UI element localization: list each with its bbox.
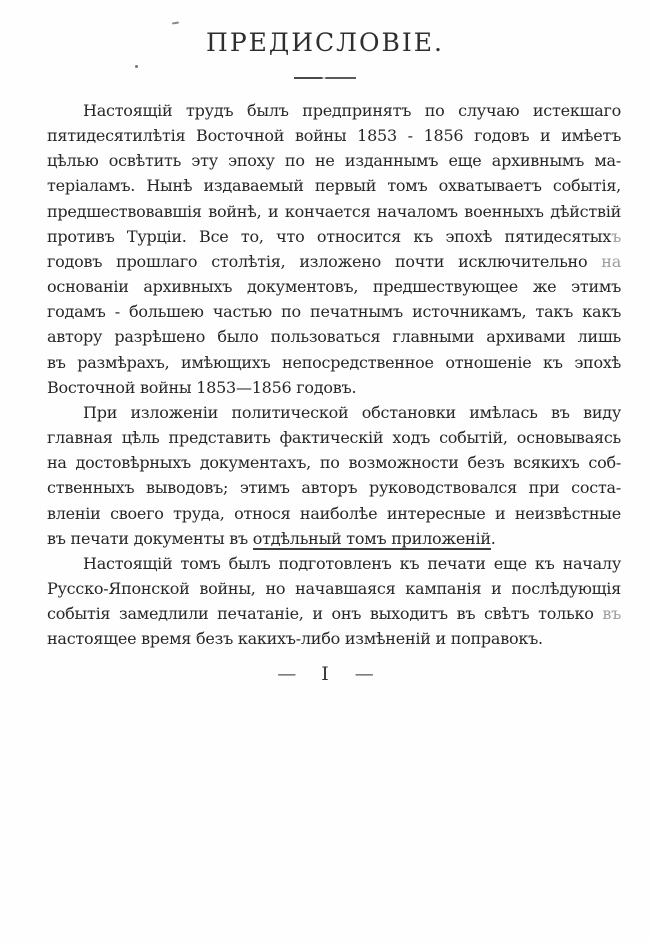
text-segment: автору разрѣшено было пользоваться главными архивами лишь [47, 327, 621, 347]
text-line [47, 148, 621, 173]
text-segment: цѣлью освѣтить эту эпоху по не изданнымъ еще архивнымъ ма- [47, 151, 621, 171]
text-segment: годовъ прошлаго столѣтія, изложено почти исключительно [47, 251, 602, 271]
text-segment: предшествовавшія войнѣ, и кончается началомъ военныхъ дѣйствій [47, 201, 621, 221]
text-segment: въ размѣрахъ, имѣющихъ непосредственное отношеніе къ эпохѣ [47, 352, 621, 372]
text-segment: Восточной войны 1853—1856 годовъ. [47, 377, 357, 397]
text-segment: ъ [611, 226, 621, 246]
text-line [47, 98, 621, 123]
text-line [47, 526, 621, 551]
text-block [47, 98, 621, 651]
text-segment: на [601, 251, 621, 271]
text-segment: ственныхъ выводовъ; этимъ авторъ руководствовался при соста- [47, 478, 621, 498]
text-segment: главная цѣль представить фактическій ходъ событій, основываясь [47, 428, 621, 448]
text-line [47, 450, 621, 475]
text-segment: Настоящій трудъ былъ предпринятъ по случаю истекшаго [83, 101, 621, 120]
text-segment: вленіи своего труда, относя наиболѣе интересные и неизвѣстные [47, 503, 621, 523]
text-line [47, 350, 621, 375]
text-line [47, 425, 621, 450]
text-segment: пятидесятилѣтія Восточной войны 1853 - 1856 годовъ и имѣетъ [47, 126, 621, 146]
text-segment: годамъ - большею частью по печатнымъ источникамъ, такъ какъ [47, 302, 621, 322]
page-title: ПРЕДИСЛОВІЕ. [206, 28, 444, 57]
text-segment: Русско-Японской войны, но начавшаяся кампанія и послѣдующія [47, 578, 621, 598]
ink-speck [135, 65, 138, 68]
text-line [47, 173, 621, 198]
text-segment: теріаламъ. Нынѣ издаваемый первый томъ охватываетъ событія, [47, 176, 621, 196]
text-line [47, 501, 621, 526]
text-line [47, 400, 621, 425]
text-segment: на достовѣрныхъ документахъ, по возможности безъ всякихъ соб- [47, 453, 621, 473]
text-line [47, 475, 621, 500]
text-line [47, 123, 621, 148]
footer-dash-right: — [354, 663, 373, 685]
text-segment: Настоящій томъ былъ подготовленъ къ печати еще къ началу [83, 553, 621, 573]
page-number: I [321, 663, 329, 685]
text-segment: настоящее время безъ какихъ-либо измѣненій и поправокъ. [47, 629, 543, 649]
text-segment: въ печати документы въ [47, 528, 253, 548]
text-line [47, 551, 621, 576]
text-segment: въ [602, 604, 621, 624]
paragraph [47, 400, 621, 551]
page-footer [0, 663, 650, 685]
text-line [47, 224, 621, 249]
text-line [47, 199, 621, 224]
text-line [47, 324, 621, 349]
text-segment: событія замедлили печатаніе, и онъ выходитъ въ свѣтъ только [47, 604, 603, 624]
text-segment: . [490, 528, 496, 548]
text-line [47, 576, 621, 601]
text-segment: основаніи архивныхъ документовъ, предшествующее же этимъ [47, 277, 621, 297]
text-segment: При изложеніи политической обстановки имѣлась въ виду [83, 402, 621, 422]
text-line [47, 299, 621, 324]
text-line [47, 626, 621, 651]
paragraph [47, 551, 621, 652]
text-line [47, 249, 621, 274]
text-line [47, 274, 621, 299]
title-rule [294, 77, 356, 79]
text-segment: противъ Турціи. Все то, что относится къ эпохѣ пятидесятых [47, 226, 612, 246]
text-line [47, 601, 621, 626]
ink-speck [172, 22, 179, 25]
footer-dash-left: — [277, 663, 296, 685]
text-line [47, 375, 621, 400]
underlined-text: отдѣльный томъ приложеній [252, 528, 491, 548]
paragraph [47, 98, 621, 400]
